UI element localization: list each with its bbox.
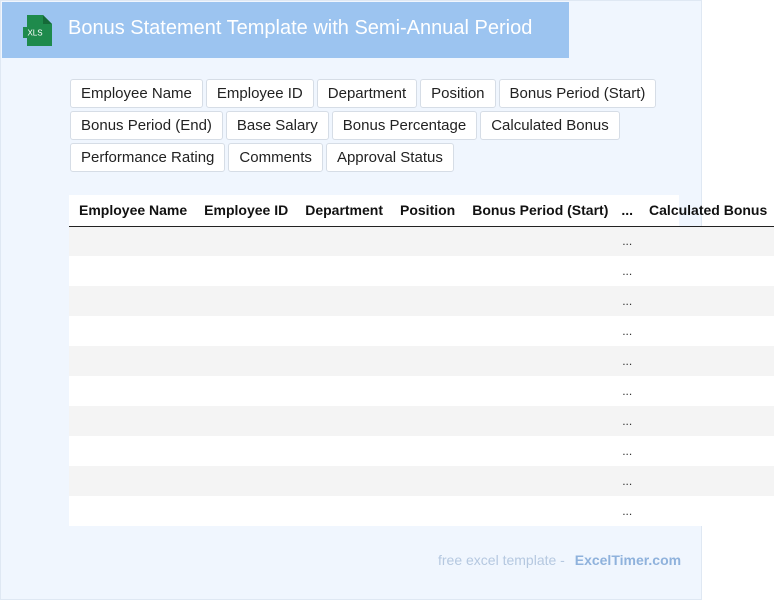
field-chip[interactable]: Bonus Period (End)	[70, 111, 223, 140]
table-cell[interactable]	[462, 226, 615, 256]
column-header: Department	[295, 195, 390, 226]
table-row	[69, 496, 774, 526]
table-cell[interactable]	[295, 226, 390, 256]
table-cell[interactable]	[194, 286, 295, 316]
table-cell[interactable]	[390, 466, 462, 496]
table-cell[interactable]	[194, 436, 295, 466]
table-cell[interactable]	[295, 316, 390, 346]
field-chip[interactable]: Base Salary	[226, 111, 329, 140]
table-header-row	[69, 195, 774, 226]
table-cell[interactable]	[194, 256, 295, 286]
table-row	[69, 226, 774, 256]
table-row	[69, 256, 774, 286]
table-body	[69, 226, 774, 526]
table-cell[interactable]	[462, 376, 615, 406]
table-cell[interactable]	[639, 376, 774, 406]
field-chip-list	[70, 79, 660, 172]
column-header: Position	[390, 195, 462, 226]
table-cell[interactable]	[390, 256, 462, 286]
field-chip[interactable]: Calculated Bonus	[480, 111, 620, 140]
table-cell[interactable]	[639, 406, 774, 436]
table-cell[interactable]	[390, 436, 462, 466]
table-cell[interactable]: ...	[615, 406, 639, 436]
table-cell[interactable]	[390, 406, 462, 436]
table-cell[interactable]	[194, 466, 295, 496]
table-cell[interactable]	[295, 256, 390, 286]
table-cell[interactable]	[295, 376, 390, 406]
table-cell[interactable]	[639, 466, 774, 496]
table-cell[interactable]	[462, 406, 615, 436]
table-cell[interactable]: ...	[615, 256, 639, 286]
table-row	[69, 286, 774, 316]
table-cell[interactable]	[390, 226, 462, 256]
table-cell[interactable]: ...	[615, 316, 639, 346]
table-cell[interactable]	[69, 376, 194, 406]
field-chip[interactable]: Approval Status	[326, 143, 454, 172]
table-cell[interactable]: ...	[615, 436, 639, 466]
table-cell[interactable]	[462, 316, 615, 346]
field-chip[interactable]: Bonus Percentage	[332, 111, 477, 140]
table-cell[interactable]	[194, 226, 295, 256]
field-chip[interactable]: Bonus Period (Start)	[499, 79, 657, 108]
table-cell[interactable]: ...	[615, 226, 639, 256]
table-cell[interactable]	[295, 436, 390, 466]
table-cell[interactable]: ...	[615, 376, 639, 406]
table-cell[interactable]	[462, 346, 615, 376]
table-cell[interactable]	[69, 256, 194, 286]
table-cell[interactable]	[639, 286, 774, 316]
table-row	[69, 466, 774, 496]
field-chip[interactable]: Employee ID	[206, 79, 314, 108]
table-cell[interactable]	[69, 286, 194, 316]
table-cell[interactable]: ...	[615, 496, 639, 526]
column-header: ...	[615, 195, 639, 226]
table-cell[interactable]	[194, 346, 295, 376]
table-cell[interactable]	[295, 346, 390, 376]
table-cell[interactable]	[390, 376, 462, 406]
xls-icon-label: XLS	[27, 28, 43, 38]
footer-brand-link[interactable]: ExcelTimer.com	[574, 552, 682, 568]
table-cell[interactable]	[295, 496, 390, 526]
field-chip[interactable]: Employee Name	[70, 79, 203, 108]
table-cell[interactable]	[639, 436, 774, 466]
table-cell[interactable]	[390, 346, 462, 376]
table-cell[interactable]	[295, 466, 390, 496]
footer-prefix: free excel template -	[438, 552, 565, 568]
table-cell[interactable]	[390, 286, 462, 316]
table-cell[interactable]	[194, 496, 295, 526]
column-header: Calculated Bonus	[639, 195, 774, 226]
field-chip[interactable]: Comments	[228, 143, 323, 172]
table-cell[interactable]	[462, 466, 615, 496]
field-chip[interactable]: Performance Rating	[70, 143, 225, 172]
table-cell[interactable]	[194, 316, 295, 346]
table-cell[interactable]	[69, 466, 194, 496]
data-table-container	[69, 195, 768, 526]
title-bar	[2, 2, 569, 58]
table-cell[interactable]	[462, 496, 615, 526]
xls-file-icon	[23, 15, 52, 46]
column-header: Bonus Period (Start)	[462, 195, 615, 226]
table-cell[interactable]	[69, 226, 194, 256]
column-header: Employee ID	[194, 195, 295, 226]
table-cell[interactable]	[194, 406, 295, 436]
page-title: Bonus Statement Template with Semi-Annual Period	[68, 17, 533, 39]
table-row	[69, 376, 774, 406]
table-cell[interactable]	[639, 316, 774, 346]
table-row	[69, 436, 774, 466]
table-cell[interactable]	[69, 496, 194, 526]
table-cell[interactable]: ...	[615, 466, 639, 496]
table-row	[69, 316, 774, 346]
table-cell[interactable]	[639, 256, 774, 286]
table-cell[interactable]	[295, 406, 390, 436]
field-chip[interactable]: Department	[317, 79, 417, 108]
table-cell[interactable]: ...	[615, 286, 639, 316]
table-cell[interactable]	[639, 226, 774, 256]
table-cell[interactable]	[462, 256, 615, 286]
footer	[438, 552, 681, 568]
table-row	[69, 406, 774, 436]
table-cell[interactable]	[194, 376, 295, 406]
field-chip[interactable]: Position	[420, 79, 495, 108]
table-cell[interactable]	[69, 316, 194, 346]
table-cell[interactable]	[639, 496, 774, 526]
table-cell[interactable]	[390, 316, 462, 346]
table-cell[interactable]	[295, 286, 390, 316]
table-cell[interactable]	[69, 436, 194, 466]
bonus-table	[69, 195, 774, 526]
table-cell[interactable]: ...	[615, 346, 639, 376]
table-row	[69, 346, 774, 376]
table-cell[interactable]	[639, 346, 774, 376]
table-cell[interactable]	[462, 286, 615, 316]
table-cell[interactable]	[390, 496, 462, 526]
table-cell[interactable]	[462, 436, 615, 466]
table-cell[interactable]	[69, 346, 194, 376]
column-header: Employee Name	[69, 195, 194, 226]
table-cell[interactable]	[69, 406, 194, 436]
